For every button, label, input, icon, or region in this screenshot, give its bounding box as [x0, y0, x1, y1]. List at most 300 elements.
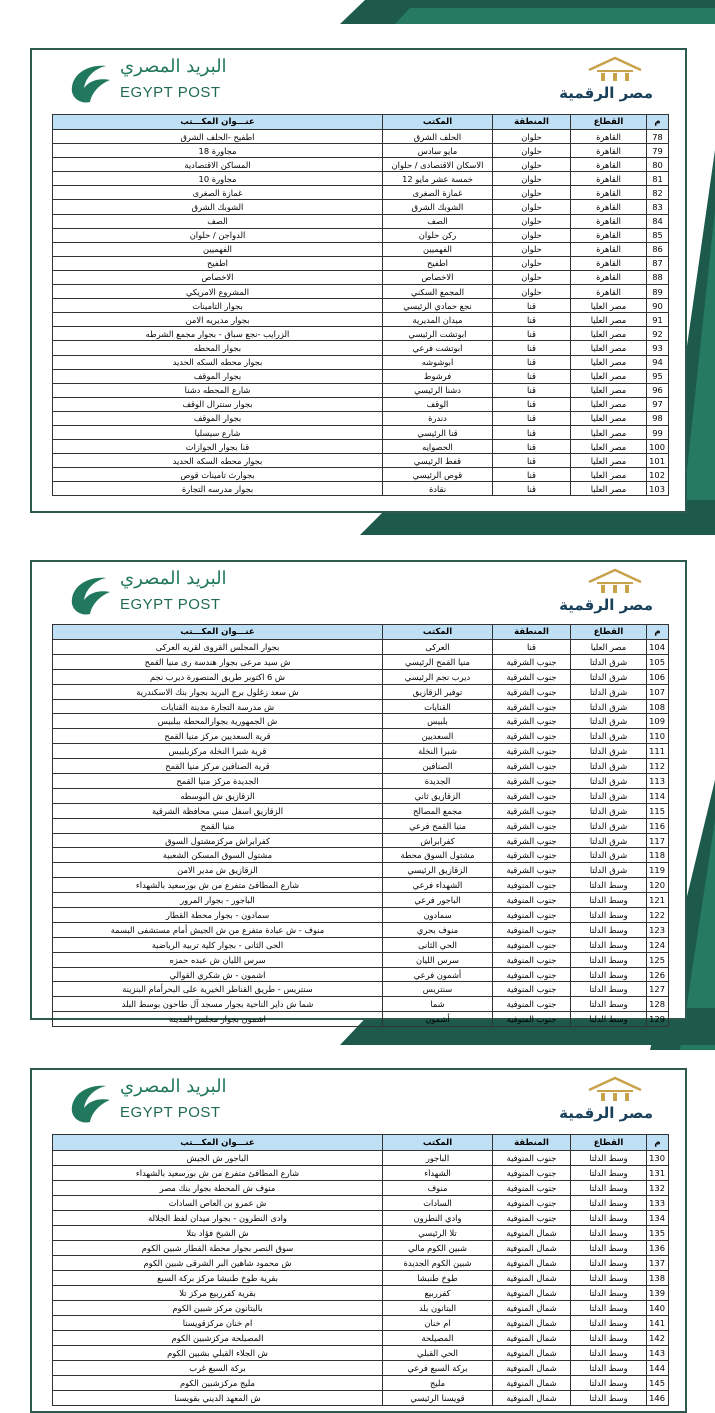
cell-office: ميدان المديرية — [383, 313, 493, 327]
cell-no: 85 — [647, 228, 669, 242]
cell-address: مليج مركزشبين الكوم — [53, 1376, 383, 1391]
cell-no: 121 — [647, 893, 669, 908]
cell-office: نجع حمادي الرئيسي — [383, 299, 493, 313]
cell-office: منوف — [383, 1181, 493, 1196]
cell-no: 103 — [647, 482, 669, 496]
table-row — [53, 922, 669, 937]
cell-office: ابوشوشه — [383, 355, 493, 369]
cell-office: مايو سادس — [383, 144, 493, 158]
cell-address: منيا القمح — [53, 818, 383, 833]
table-row — [53, 299, 669, 313]
cell-office: كفرابراش — [383, 833, 493, 848]
cell-address: بجوار المجلس القروى لقريه العركى — [53, 640, 383, 655]
digital-egypt-logo — [559, 1074, 653, 1134]
cell-office: الاسكان الاقتصادى / حلوان — [383, 158, 493, 172]
egypt-post-arabic-text: البريد المصري — [120, 1076, 227, 1097]
cell-sector: وسط الدلتا — [571, 1166, 647, 1181]
cell-region: جنوب الشرقية — [493, 833, 571, 848]
cell-office: أشمون — [383, 1012, 493, 1027]
table-row — [53, 158, 669, 172]
cell-office: شبين الكوم مالي — [383, 1241, 493, 1256]
cell-office: ابوتشت فرعي — [383, 341, 493, 355]
table-row — [53, 893, 669, 908]
cell-region: جنوب المنوفية — [493, 1012, 571, 1027]
cell-no: 131 — [647, 1166, 669, 1181]
cell-no: 94 — [647, 355, 669, 369]
cell-no: 83 — [647, 200, 669, 214]
table-row — [53, 1151, 669, 1166]
panel-header — [32, 50, 685, 120]
table-row — [53, 468, 669, 482]
cell-address: مجاورة 18 — [53, 144, 383, 158]
cell-sector: وسط الدلتا — [571, 952, 647, 967]
cell-sector: وسط الدلتا — [571, 1271, 647, 1286]
cell-address: شارع المطافئ متفرع من ش بورسعيد بالشهداء — [53, 1166, 383, 1181]
cell-region: جنوب المنوفية — [493, 1151, 571, 1166]
cell-address: بجوار مدرسه التجارة — [53, 482, 383, 496]
cell-sector: مصر العليا — [571, 355, 647, 369]
cell-no: 79 — [647, 144, 669, 158]
table-row — [53, 967, 669, 982]
table-row — [53, 1211, 669, 1226]
table-row — [53, 788, 669, 803]
cell-sector: شرق الدلتا — [571, 684, 647, 699]
cell-office: الشهداء فرعي — [383, 878, 493, 893]
cell-sector: مصر العليا — [571, 454, 647, 468]
cell-no: 93 — [647, 341, 669, 355]
egypt-post-arabic-text: البريد المصري — [120, 568, 227, 589]
cell-office: خمسة عشر مايو 12 — [383, 172, 493, 186]
table-row — [53, 759, 669, 774]
cell-sector: مصر العليا — [571, 327, 647, 341]
cell-office: سمادون — [383, 908, 493, 923]
cell-sector: مصر العليا — [571, 299, 647, 313]
cell-sector: شرق الدلتا — [571, 759, 647, 774]
table-row — [53, 383, 669, 397]
cell-no: 143 — [647, 1346, 669, 1361]
cell-region: حلوان — [493, 285, 571, 299]
page-panel-2 — [30, 560, 687, 1025]
cell-address: اطفيح — [53, 256, 383, 270]
cell-region: جنوب المنوفية — [493, 1196, 571, 1211]
table-row — [53, 699, 669, 714]
cell-region: شمال المنوفية — [493, 1376, 571, 1391]
cell-address: بجوار سنترال الوقف — [53, 397, 383, 411]
table-row — [53, 1331, 669, 1346]
cell-office: الصف — [383, 214, 493, 228]
cell-sector: وسط الدلتا — [571, 937, 647, 952]
cell-no: 88 — [647, 270, 669, 284]
cell-sector: شرق الدلتا — [571, 848, 647, 863]
cell-region: جنوب الشرقية — [493, 744, 571, 759]
table-row — [53, 640, 669, 655]
cell-office: الشوبك الشرق — [383, 200, 493, 214]
cell-address: ش محمود شاهين البر الشرقى شبين الكوم — [53, 1256, 383, 1271]
cell-sector: وسط الدلتا — [571, 1151, 647, 1166]
cell-region: جنوب المنوفية — [493, 1166, 571, 1181]
cell-region: قنا — [493, 327, 571, 341]
cell-address: اطفيح -الحلف الشرق — [53, 130, 383, 144]
cell-office: الفهميين — [383, 242, 493, 256]
cell-sector: مصر العليا — [571, 369, 647, 383]
cell-region: قنا — [493, 299, 571, 313]
cell-region: جنوب الشرقية — [493, 699, 571, 714]
table-row — [53, 327, 669, 341]
cell-office: ركن حلوان — [383, 228, 493, 242]
cell-region: جنوب الشرقية — [493, 774, 571, 789]
digital-egypt-logo — [559, 54, 653, 114]
cell-office: منيا القمح فرعي — [383, 818, 493, 833]
cell-address: سرس الليان ش عبده حمزه — [53, 952, 383, 967]
cell-region: شمال المنوفية — [493, 1256, 571, 1271]
cell-region: شمال المنوفية — [493, 1331, 571, 1346]
table-row — [53, 744, 669, 759]
header-address: عنـــوان المكـــتب — [53, 1135, 383, 1151]
cell-no: 114 — [647, 788, 669, 803]
table-row — [53, 256, 669, 270]
cell-region: حلوان — [493, 144, 571, 158]
cell-sector: وسط الدلتا — [571, 1391, 647, 1406]
cell-sector: القاهرة — [571, 228, 647, 242]
digital-egypt-text: مصر الرقمية — [559, 596, 653, 614]
cell-region: قنا — [493, 355, 571, 369]
table-row — [53, 684, 669, 699]
cell-no: 81 — [647, 172, 669, 186]
table-row — [53, 440, 669, 454]
cell-region: جنوب الشرقية — [493, 788, 571, 803]
cell-no: 146 — [647, 1391, 669, 1406]
cell-address: المساكن الاقتصادية — [53, 158, 383, 172]
cell-region: شمال المنوفية — [493, 1301, 571, 1316]
cell-no: 138 — [647, 1271, 669, 1286]
cell-address: سمادون - بجوار محطة القطار — [53, 908, 383, 923]
cell-no: 102 — [647, 468, 669, 482]
cell-sector: وسط الدلتا — [571, 1286, 647, 1301]
table-row — [53, 214, 669, 228]
cell-address: شارع المحطه دشنا — [53, 383, 383, 397]
cell-address: الزقازيق اسفل مبني محافظة الشرقية — [53, 803, 383, 818]
cell-address: قرية الصنافين مركز منيا القمح — [53, 759, 383, 774]
table-row — [53, 285, 669, 299]
cell-sector: وسط الدلتا — [571, 967, 647, 982]
cell-sector: وسط الدلتا — [571, 1301, 647, 1316]
cell-address: بالبتانون مركز شبين الكوم — [53, 1301, 383, 1316]
cell-sector: القاهرة — [571, 242, 647, 256]
cell-office: بركة السبع فرعي — [383, 1361, 493, 1376]
cell-no: 142 — [647, 1331, 669, 1346]
cell-office: شبين الكوم الجديدة — [383, 1256, 493, 1271]
cell-sector: القاهرة — [571, 214, 647, 228]
cell-sector: وسط الدلتا — [571, 893, 647, 908]
cell-sector: مصر العليا — [571, 397, 647, 411]
cell-sector: شرق الدلتا — [571, 744, 647, 759]
cell-region: شمال المنوفية — [493, 1286, 571, 1301]
cell-sector: وسط الدلتا — [571, 908, 647, 923]
table-row — [53, 654, 669, 669]
cell-no: 127 — [647, 982, 669, 997]
cell-address: سنتريس - طريق القناطر الخيرية على البحرأمام البنزينة — [53, 982, 383, 997]
cell-office: ابوتشت الرئيسي — [383, 327, 493, 341]
egypt-post-swoosh-icon — [66, 58, 118, 110]
cell-address: الاخصاص — [53, 270, 383, 284]
cell-region: جنوب المنوفية — [493, 967, 571, 982]
cell-no: 100 — [647, 440, 669, 454]
cell-no: 124 — [647, 937, 669, 952]
cell-address: الزقازيق ش البوسطه — [53, 788, 383, 803]
cell-address: قرية السعديين مركز منيا القمح — [53, 729, 383, 744]
table-row — [53, 878, 669, 893]
page-panel-1 — [30, 48, 687, 513]
cell-no: 98 — [647, 411, 669, 425]
table-row — [53, 1376, 669, 1391]
cell-address: بقرية كفرربيع مركز تلا — [53, 1286, 383, 1301]
header-office: المكتب — [383, 625, 493, 640]
cell-no: 96 — [647, 383, 669, 397]
table-row — [53, 1316, 669, 1331]
table-row — [53, 397, 669, 411]
table-row — [53, 1196, 669, 1211]
cell-no: 132 — [647, 1181, 669, 1196]
cell-office: دشنا الرئيسي — [383, 383, 493, 397]
cell-region: جنوب الشرقية — [493, 803, 571, 818]
cell-no: 125 — [647, 952, 669, 967]
cell-sector: القاهرة — [571, 130, 647, 144]
cell-sector: شرق الدلتا — [571, 729, 647, 744]
table-row — [53, 1301, 669, 1316]
cell-sector: مصر العليا — [571, 440, 647, 454]
table-row — [53, 341, 669, 355]
cell-no: 90 — [647, 299, 669, 313]
cell-region: جنوب المنوفية — [493, 937, 571, 952]
cell-office: سرس الليان — [383, 952, 493, 967]
digital-egypt-building-icon — [585, 566, 645, 594]
cell-sector: وسط الدلتا — [571, 1346, 647, 1361]
cell-office: توفير الزقازيق — [383, 684, 493, 699]
cell-sector: وسط الدلتا — [571, 982, 647, 997]
cell-address: الباجور - بجوار المرور — [53, 893, 383, 908]
table-row — [53, 454, 669, 468]
cell-no: 135 — [647, 1226, 669, 1241]
cell-office: البتانون بلد — [383, 1301, 493, 1316]
cell-region: جنوب الشرقية — [493, 669, 571, 684]
cell-office: السعديين — [383, 729, 493, 744]
cell-sector: القاهرة — [571, 256, 647, 270]
cell-address: ش سعد زغلول برج البريد بجوار بنك الاسكندرية — [53, 684, 383, 699]
table-row — [53, 908, 669, 923]
cell-address: بقرية طوخ طنبشا مركز بركة السبع — [53, 1271, 383, 1286]
cell-address: بجوار الموقف — [53, 411, 383, 425]
header-sector: القطاع — [571, 115, 647, 130]
cell-region: حلوان — [493, 158, 571, 172]
cell-office: الباجور — [383, 1151, 493, 1166]
egypt-post-logo — [66, 1076, 227, 1136]
egypt-post-logo — [66, 568, 227, 628]
cell-no: 97 — [647, 397, 669, 411]
cell-office: نقادة — [383, 482, 493, 496]
cell-sector: القاهرة — [571, 172, 647, 186]
digital-egypt-building-icon — [585, 54, 645, 82]
cell-no: 84 — [647, 214, 669, 228]
cell-address: بجوار مديريه الامن — [53, 313, 383, 327]
cell-no: 134 — [647, 1211, 669, 1226]
cell-region: قنا — [493, 640, 571, 655]
cell-address: الحى الثانى - بجوار كلية تربية الرياضية — [53, 937, 383, 952]
table-row — [53, 411, 669, 425]
cell-no: 140 — [647, 1301, 669, 1316]
cell-sector: وسط الدلتا — [571, 1181, 647, 1196]
cell-sector: القاهرة — [571, 200, 647, 214]
cell-sector: شرق الدلتا — [571, 863, 647, 878]
cell-region: جنوب الشرقية — [493, 818, 571, 833]
cell-sector: شرق الدلتا — [571, 654, 647, 669]
cell-address: ش عمرو بن العاص السادات — [53, 1196, 383, 1211]
egypt-post-arabic-text: البريد المصري — [120, 56, 227, 77]
cell-office: السادات — [383, 1196, 493, 1211]
cell-region: جنوب المنوفية — [493, 952, 571, 967]
cell-address: منوف - ش عبادة متفرع من ش الجيش أمام مستشفى البسمة — [53, 922, 383, 937]
cell-office: مجمع المصالح — [383, 803, 493, 818]
cell-region: قنا — [493, 454, 571, 468]
cell-address: قرية شبرا النخلة مركزبلبيس — [53, 744, 383, 759]
cell-office: شما — [383, 997, 493, 1012]
table-row — [53, 803, 669, 818]
header-address: عنـــوان المكـــتب — [53, 625, 383, 640]
egypt-post-english-text: EGYPT POST — [120, 1104, 221, 1121]
table-row — [53, 1286, 669, 1301]
cell-office: القنايات — [383, 699, 493, 714]
cell-no: 107 — [647, 684, 669, 699]
cell-address: الزقازيق ش مدير الامن — [53, 863, 383, 878]
cell-address: المشروع الامريكي — [53, 285, 383, 299]
cell-address: ش الشيخ فؤاد بتلا — [53, 1226, 383, 1241]
cell-address: كفرابراش مركزمشتول السوق — [53, 833, 383, 848]
panel-header — [32, 562, 685, 632]
cell-office: وادي النطرون — [383, 1211, 493, 1226]
cell-sector: وسط الدلتا — [571, 1316, 647, 1331]
cell-no: 118 — [647, 848, 669, 863]
cell-sector: مصر العليا — [571, 313, 647, 327]
cell-region: شمال المنوفية — [493, 1271, 571, 1286]
cell-office: قوص الرئيسي — [383, 468, 493, 482]
cell-sector: مصر العليا — [571, 640, 647, 655]
cell-sector: وسط الدلتا — [571, 1331, 647, 1346]
cell-address: مشتول السوق المسكن الشعبية — [53, 848, 383, 863]
cell-region: قنا — [493, 341, 571, 355]
cell-sector: شرق الدلتا — [571, 774, 647, 789]
table-row — [53, 1241, 669, 1256]
cell-no: 80 — [647, 158, 669, 172]
header-region: المنطقة — [493, 1135, 571, 1151]
cell-sector: وسط الدلتا — [571, 1196, 647, 1211]
cell-address: بجوار محطه السكه الحديد — [53, 454, 383, 468]
cell-region: حلوان — [493, 256, 571, 270]
table-row — [53, 1271, 669, 1286]
cell-no: 139 — [647, 1286, 669, 1301]
cell-region: حلوان — [493, 186, 571, 200]
cell-sector: القاهرة — [571, 186, 647, 200]
cell-region: شمال المنوفية — [493, 1226, 571, 1241]
cell-no: 95 — [647, 369, 669, 383]
table-row — [53, 1226, 669, 1241]
cell-region: شمال المنوفية — [493, 1316, 571, 1331]
cell-no: 109 — [647, 714, 669, 729]
cell-no: 116 — [647, 818, 669, 833]
cell-address: اشمون بجوار مجلس المدينة — [53, 1012, 383, 1027]
cell-address: قنا بجوار الجوازات — [53, 440, 383, 454]
cell-region: جنوب المنوفية — [493, 878, 571, 893]
cell-sector: شرق الدلتا — [571, 788, 647, 803]
cell-region: جنوب الشرقية — [493, 654, 571, 669]
cell-sector: وسط الدلتا — [571, 1241, 647, 1256]
table-row — [53, 669, 669, 684]
cell-address: ش المعهد الديني بقويسنا — [53, 1391, 383, 1406]
cell-sector: شرق الدلتا — [571, 818, 647, 833]
cell-sector: وسط الدلتا — [571, 1361, 647, 1376]
cell-region: حلوان — [493, 200, 571, 214]
egypt-post-swoosh-icon — [66, 1078, 118, 1130]
cell-sector: القاهرة — [571, 144, 647, 158]
table-row — [53, 863, 669, 878]
cell-no: 113 — [647, 774, 669, 789]
cell-no: 106 — [647, 669, 669, 684]
cell-office: دندرة — [383, 411, 493, 425]
cell-region: جنوب المنوفية — [493, 1181, 571, 1196]
cell-region: حلوان — [493, 214, 571, 228]
cell-office: غمازة الصغرى — [383, 186, 493, 200]
cell-address: منوف ش المحطة بجوار بنك مصر — [53, 1181, 383, 1196]
cell-address: الجديدة مركز منيا القمح — [53, 774, 383, 789]
cell-region: جنوب الشرقية — [493, 714, 571, 729]
cell-address: بركة السبع غرب — [53, 1361, 383, 1376]
egypt-post-english-text: EGYPT POST — [120, 84, 221, 101]
cell-office: تلا الرئيسي — [383, 1226, 493, 1241]
header-no: م — [647, 1135, 669, 1151]
cell-region: شمال المنوفية — [493, 1346, 571, 1361]
cell-address: بجوار محطه السكه الحديد — [53, 355, 383, 369]
cell-address: ش 6 اكتوبر طريق المنصورة ديرب نجم — [53, 669, 383, 684]
cell-region: قنا — [493, 383, 571, 397]
header-office: المكتب — [383, 1135, 493, 1151]
table-row — [53, 355, 669, 369]
digital-egypt-text: مصر الرقمية — [559, 84, 653, 102]
egypt-post-logo — [66, 56, 227, 116]
cell-office: الزقازيق الرئيسي — [383, 863, 493, 878]
cell-address: الشوبك الشرق — [53, 200, 383, 214]
cell-region: جنوب المنوفية — [493, 982, 571, 997]
cell-sector: مصر العليا — [571, 468, 647, 482]
cell-office: فرشوط — [383, 369, 493, 383]
cell-sector: مصر العليا — [571, 425, 647, 439]
header-sector: القطاع — [571, 1135, 647, 1151]
cell-region: شمال المنوفية — [493, 1241, 571, 1256]
cell-no: 117 — [647, 833, 669, 848]
cell-address: بجوار الموقف — [53, 369, 383, 383]
cell-address: ش مدرسة التجارة مدينة القنايات — [53, 699, 383, 714]
table-row — [53, 937, 669, 952]
table-row — [53, 1346, 669, 1361]
cell-no: 89 — [647, 285, 669, 299]
cell-no: 101 — [647, 454, 669, 468]
cell-region: جنوب الشرقية — [493, 684, 571, 699]
cell-address: الدواجن / حلوان — [53, 228, 383, 242]
cell-no: 99 — [647, 425, 669, 439]
cell-no: 119 — [647, 863, 669, 878]
cell-office: العركى — [383, 640, 493, 655]
cell-address: بجوارث تامينات قوص — [53, 468, 383, 482]
cell-region: شمال المنوفية — [493, 1391, 571, 1406]
cell-sector: وسط الدلتا — [571, 1012, 647, 1027]
cell-region: جنوب الشرقية — [493, 848, 571, 863]
